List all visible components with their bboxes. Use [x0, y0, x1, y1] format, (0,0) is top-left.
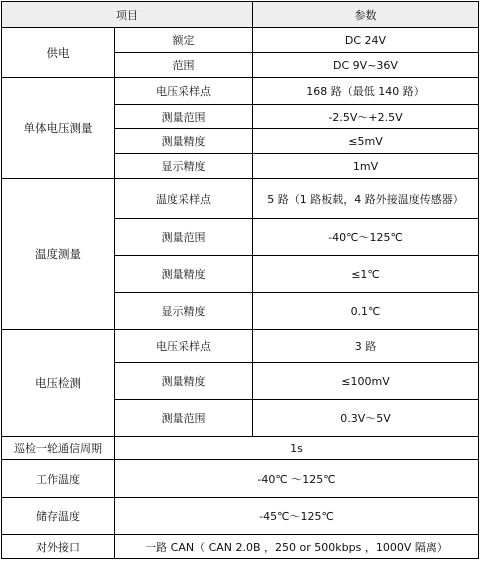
row-value: 168 路（最低 140 路）	[253, 78, 479, 105]
row-value: 1s	[115, 437, 479, 460]
table-row	[2, 437, 479, 460]
row-value: ≤1℃	[253, 256, 479, 293]
row-label: 测量精度	[115, 129, 253, 154]
row-label: 测量范围	[115, 219, 253, 256]
row-label: 测量精度	[115, 256, 253, 293]
spec-table	[1, 1, 479, 559]
header-param: 参数	[253, 2, 479, 28]
row-label: 电压采样点	[115, 78, 253, 105]
row-value: 0.3V～5V	[253, 400, 479, 437]
row-label: 测量范围	[115, 400, 253, 437]
table-row	[2, 28, 479, 53]
category-temperature: 温度测量	[2, 179, 115, 330]
table-row	[2, 535, 479, 559]
row-label: 温度采样点	[115, 179, 253, 219]
header-row	[2, 2, 479, 28]
row-value: ≤100mV	[253, 363, 479, 400]
row-label: 对外接口	[2, 535, 115, 559]
row-value: 0.1℃	[253, 293, 479, 330]
row-label: 测量范围	[115, 105, 253, 129]
row-label: 储存温度	[2, 498, 115, 535]
row-label: 额定	[115, 28, 253, 53]
row-value: -40℃ ～125℃	[115, 460, 479, 498]
category-voltage-detect: 电压检测	[2, 330, 115, 437]
category-supply: 供电	[2, 28, 115, 78]
table-row	[2, 460, 479, 498]
row-value: -2.5V～+2.5V	[253, 105, 479, 129]
row-value: 5 路（1 路板载，4 路外接温度传感器）	[253, 179, 479, 219]
header-item: 项目	[2, 2, 253, 28]
row-value: 1mV	[253, 154, 479, 179]
table-row	[2, 179, 479, 219]
row-value: -40℃～125℃	[253, 219, 479, 256]
row-label: 巡检一轮通信周期	[2, 437, 115, 460]
row-value: 3 路	[253, 330, 479, 363]
row-label: 工作温度	[2, 460, 115, 498]
row-label: 显示精度	[115, 293, 253, 330]
row-value: DC 24V	[253, 28, 479, 53]
row-value: 一路 CAN（ CAN 2.0B ，250 or 500kbps ，1000V 隔离）	[115, 535, 479, 559]
row-value: DC 9V~36V	[253, 53, 479, 78]
row-label: 电压采样点	[115, 330, 253, 363]
row-value: -45℃～125℃	[115, 498, 479, 535]
row-value: ≤5mV	[253, 129, 479, 154]
row-label: 显示精度	[115, 154, 253, 179]
table-row	[2, 498, 479, 535]
table-row	[2, 330, 479, 363]
category-cell-voltage: 单体电压测量	[2, 78, 115, 179]
table-row	[2, 78, 479, 105]
row-label: 范围	[115, 53, 253, 78]
row-label: 测量精度	[115, 363, 253, 400]
